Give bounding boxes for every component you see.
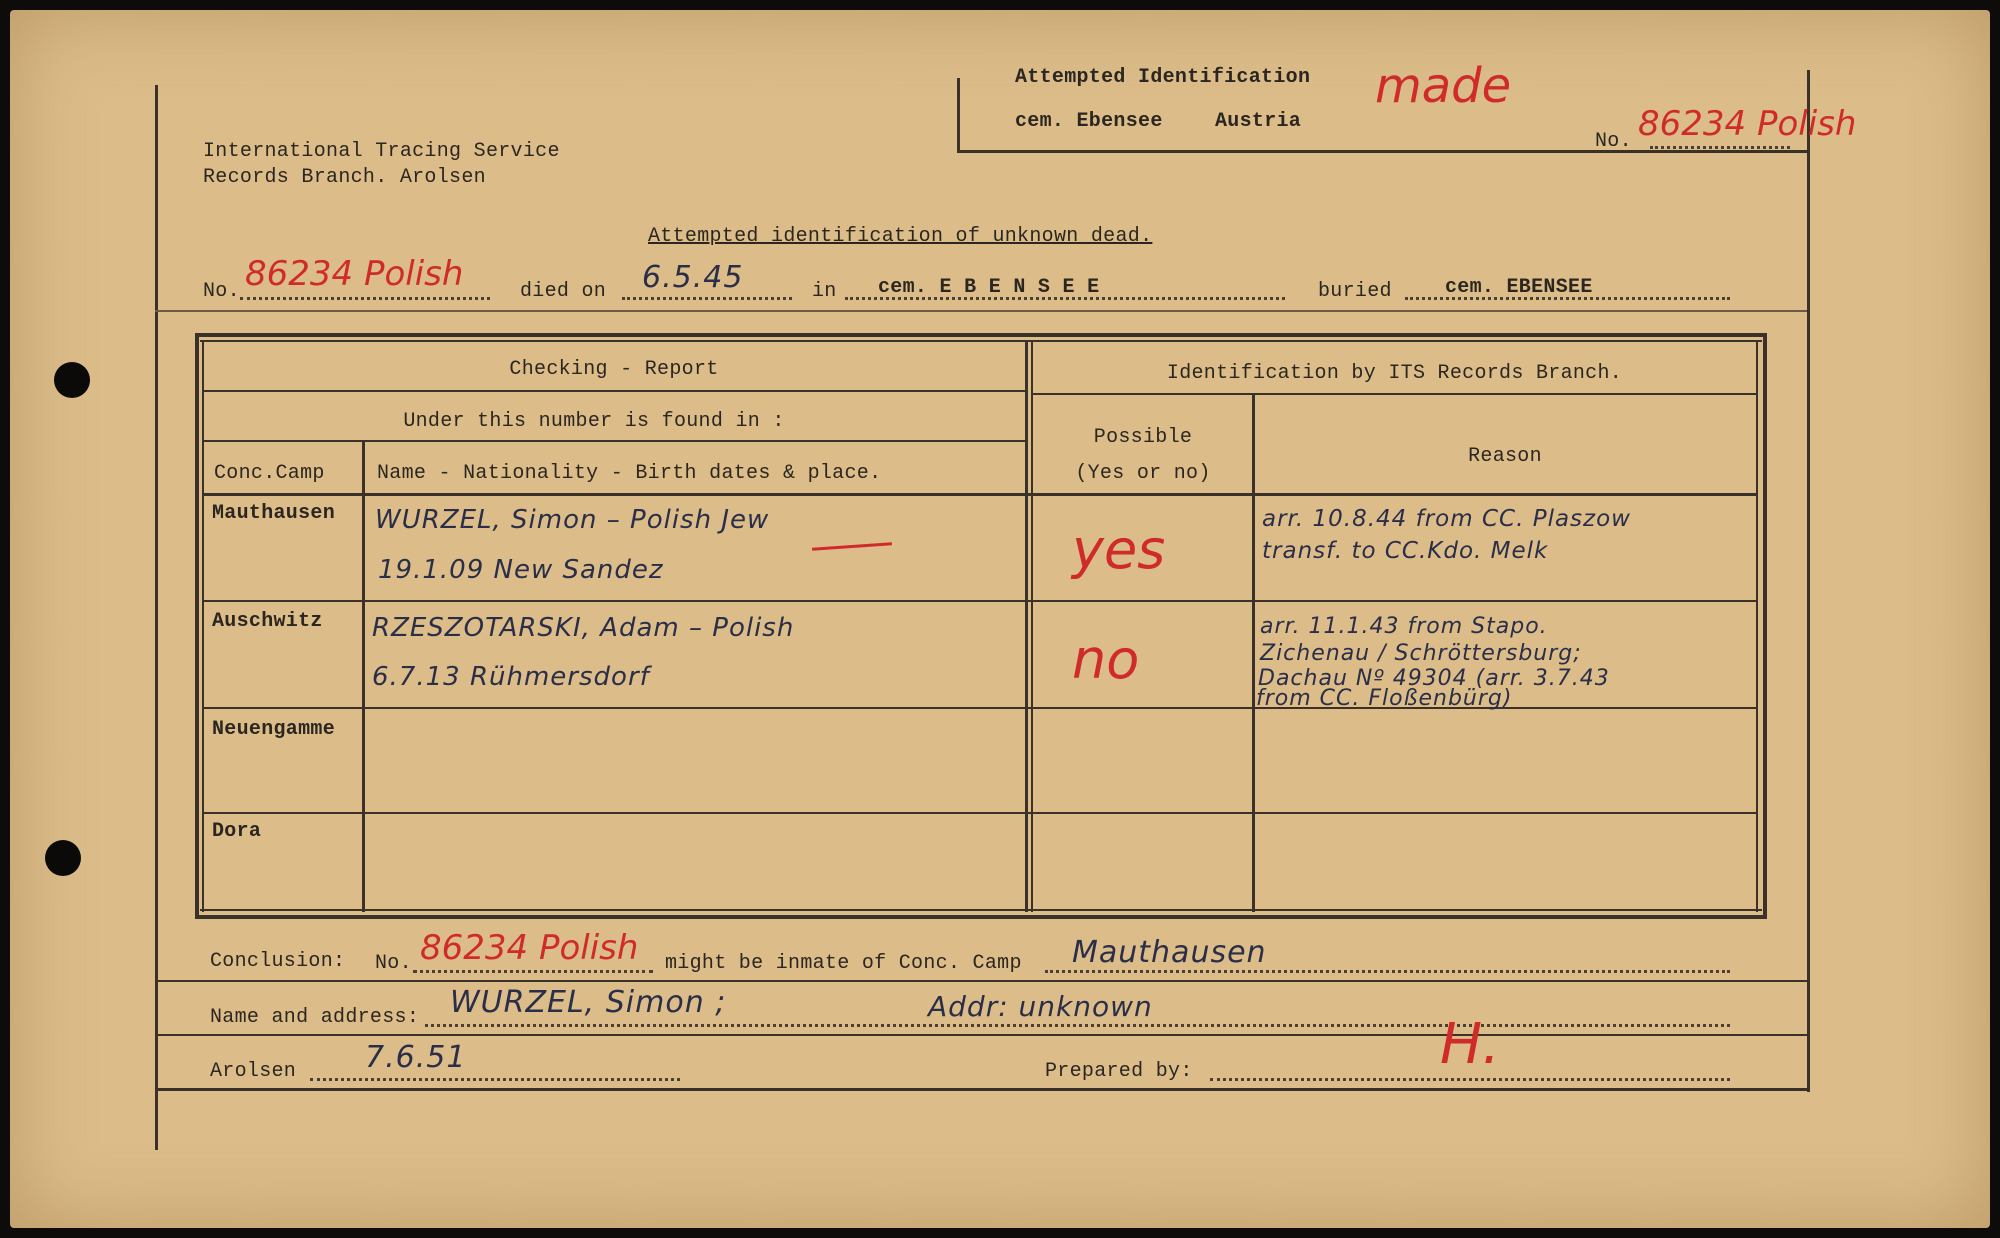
died-value: 6.5.45 <box>642 260 744 295</box>
in-label: in <box>812 280 837 303</box>
conclusion-no-dots <box>413 970 653 973</box>
row-rule-2 <box>202 707 1758 709</box>
name-address-value: WURZEL, Simon ; <box>450 985 727 1020</box>
row-rule-3 <box>202 812 1758 814</box>
header-no-value: 86234 Polish <box>1638 104 1857 144</box>
header-box-bottom <box>957 150 1807 153</box>
col-camp-header: Conc.Camp <box>214 462 325 485</box>
row2-reason-3: Dachau Nº 49304 (arr. 3.7.43 <box>1258 666 1610 691</box>
prepared-initial: H. <box>1440 1012 1500 1077</box>
punch-hole-bottom <box>45 840 81 876</box>
row-rule-header <box>202 390 1025 392</box>
table-divider-camp <box>362 440 365 912</box>
made-stamp: made <box>1375 58 1512 114</box>
table-left <box>195 333 199 919</box>
box-place: cem. Ebensee <box>1015 110 1163 133</box>
col-possible-sub: (Yes or no) <box>1075 462 1211 485</box>
box-country: Austria <box>1215 110 1302 133</box>
row1-reason-2: transf. to CC.Kdo. Melk <box>1262 538 1549 564</box>
table-right <box>1763 333 1767 919</box>
row1-reason-1: arr. 10.8.44 from CC. Plaszow <box>1262 506 1631 532</box>
conclusion-camp-value: Mauthausen <box>1072 935 1267 970</box>
row2-reason-4: from CC. Floßenbürg) <box>1256 686 1513 711</box>
row2-name: RZESZOTARSKI, Adam – Polish <box>372 613 795 643</box>
record-no-label: No. <box>203 280 240 303</box>
row-rule-found <box>202 440 1025 442</box>
conclusion-label: Conclusion: <box>210 950 346 973</box>
record-no-dots <box>240 297 490 300</box>
header-box-left <box>957 78 960 153</box>
row2-reason-2: Zichenau / Schröttersburg; <box>1260 641 1582 666</box>
checking-report-header: Checking - Report <box>509 358 719 381</box>
name-address-dots <box>425 1024 1730 1027</box>
row1-possible: yes <box>1072 518 1166 581</box>
row-rule-ident <box>1031 393 1758 395</box>
table-divider-main <box>1025 340 1028 912</box>
table-top-inner <box>200 340 1762 342</box>
conclusion-camp-dots <box>1045 970 1730 973</box>
col-name-header: Name - Nationality - Birth dates & place. <box>377 462 882 485</box>
table-bottom-inner <box>200 909 1762 911</box>
org-line-2: Records Branch. Arolsen <box>203 166 486 189</box>
footer-place: Arolsen <box>210 1060 297 1083</box>
conclusion-rule <box>155 980 1807 982</box>
name-address-rule <box>155 1034 1807 1036</box>
conclusion-text: might be inmate of Conc. Camp <box>665 952 1022 975</box>
punch-hole-top <box>54 362 90 398</box>
in-value: cem. E B E N S E E <box>878 276 1100 299</box>
record-rule <box>155 310 1807 312</box>
row2-camp: Auschwitz <box>212 610 323 633</box>
found-in-header: Under this number is found in : <box>403 410 785 433</box>
row-rule-cols <box>202 493 1758 496</box>
card-title: Attempted identification of unknown dead. <box>648 225 1153 248</box>
table-top <box>195 333 1767 337</box>
identification-header: Identification by ITS Records Branch. <box>1166 362 1623 385</box>
left-margin-line <box>155 85 158 1150</box>
table-bottom <box>195 915 1767 919</box>
org-line-1: International Tracing Service <box>203 140 560 163</box>
col-possible-header: Possible <box>1093 426 1193 449</box>
table-right-inner <box>1756 340 1758 912</box>
died-label: died on <box>520 280 607 303</box>
row1-birth: 19.1.09 New Sandez <box>378 555 664 585</box>
row4-camp: Dora <box>212 820 262 843</box>
address-value: Addr: unknown <box>928 990 1153 1023</box>
footer-date-dots <box>310 1078 680 1081</box>
conclusion-no-value: 86234 Polish <box>420 928 639 968</box>
footer-date: 7.6.51 <box>365 1040 467 1075</box>
right-margin-line <box>1807 70 1810 1092</box>
row3-camp: Neuengamme <box>212 718 336 741</box>
header-no-dots <box>1650 146 1790 149</box>
row1-name: WURZEL, Simon – Polish Jew <box>375 505 770 535</box>
row2-reason-1: arr. 11.1.43 from Stapo. <box>1260 614 1548 639</box>
prepared-by-label: Prepared by: <box>1045 1060 1193 1083</box>
record-no-value: 86234 Polish <box>245 254 464 294</box>
row2-possible: no <box>1072 628 1140 691</box>
buried-value: cem. EBENSEE <box>1445 276 1593 299</box>
conclusion-no-label: No. <box>375 952 412 975</box>
header-no-label: No. <box>1595 130 1632 153</box>
row1-camp: Mauthausen <box>212 502 336 525</box>
prepared-by-dots <box>1210 1078 1730 1081</box>
box-title: Attempted Identification <box>1015 66 1311 89</box>
row-rule-1 <box>202 600 1758 602</box>
col-reason-header: Reason <box>1468 445 1542 468</box>
footer-rule <box>155 1088 1807 1091</box>
name-address-label: Name and address: <box>210 1006 420 1029</box>
buried-label: buried <box>1318 280 1392 303</box>
row2-birth: 6.7.13 Rühmersdorf <box>372 662 650 692</box>
died-dots <box>622 297 792 300</box>
